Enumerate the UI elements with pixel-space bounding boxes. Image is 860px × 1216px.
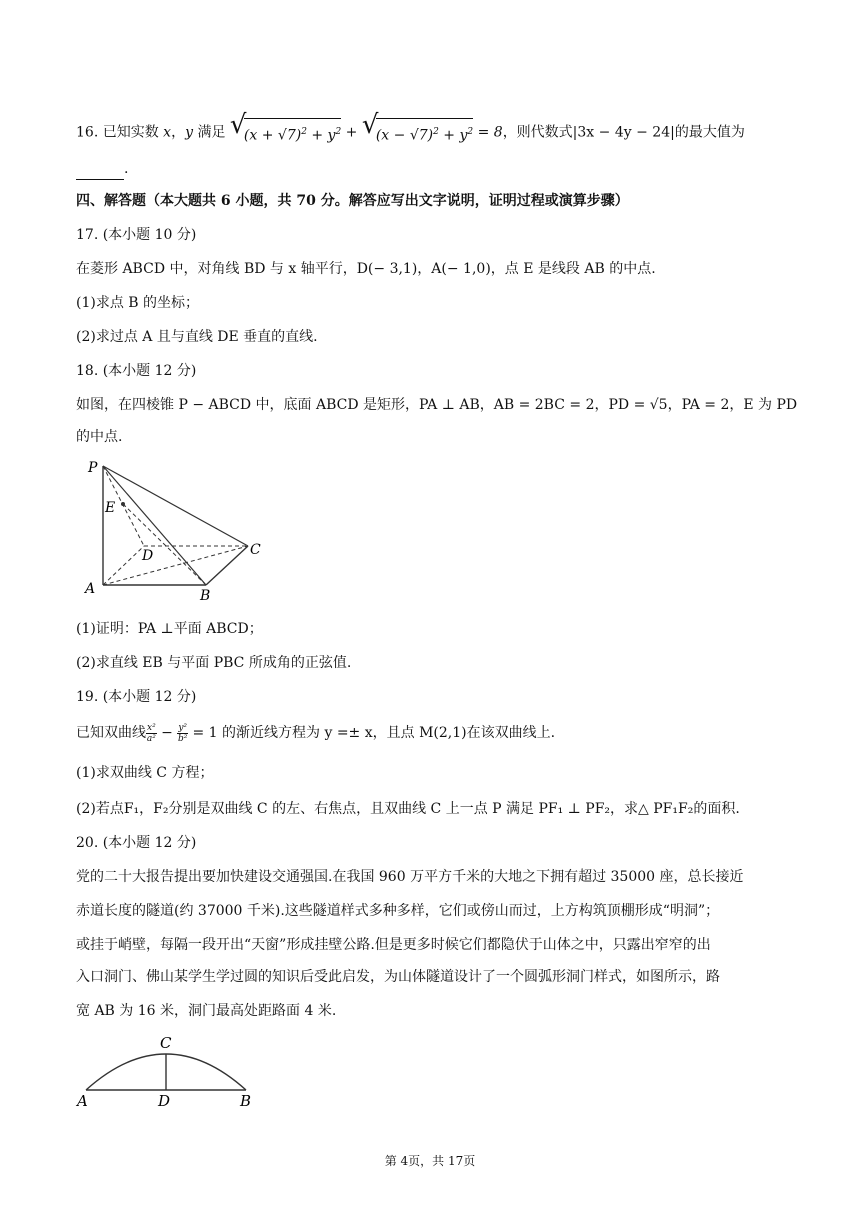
- section-heading: 四、解答题（本大题共 6 小题，共 70 分。解答应写出文字说明，证明过程或演算步骤）: [76, 193, 629, 209]
- q16-end: .: [124, 161, 129, 177]
- q19-part1: (1)求双曲线 C 方程；: [76, 765, 214, 781]
- q16-var-y: y: [185, 124, 193, 141]
- label-C: C: [160, 1034, 172, 1052]
- label-C: C: [250, 542, 261, 558]
- frac-x-num: x²: [147, 722, 156, 733]
- pyramid-figure: [78, 458, 278, 608]
- q16-comma: ，: [171, 124, 186, 141]
- label-A: A: [77, 1092, 88, 1110]
- q19-part2: (2)若点F₁，F₂分别是双曲线 C 的左、右焦点，且双曲线 C 上一点 P 满足 PF₁ ⊥ PF₂，求△ PF₁F₂的面积.: [76, 801, 740, 817]
- label-P: P: [88, 460, 98, 476]
- label-D: D: [158, 1092, 171, 1110]
- label-A: A: [85, 581, 96, 597]
- q16-radical-1: √ $(x + √7)^2 + y^2$: [230, 118, 341, 147]
- q16-satisfies: 满足: [193, 124, 226, 141]
- label-D: D: [142, 548, 154, 564]
- q20-text-line5: 宽 AB 为 16 米，洞门最高处距路面 4 米.: [76, 1003, 337, 1019]
- label-E: E: [105, 500, 116, 516]
- q19-heading: 19. (本小题 12 分): [76, 689, 197, 705]
- q17-stem: 在菱形 ABCD 中，对角线 BD 与 x 轴平行，D(− 3,1)，A(− 1,0)，点 E 是线段 AB 的中点.: [76, 261, 656, 277]
- q19-minus: −: [156, 725, 178, 741]
- q20-text-line4: 入口洞门、佛山某学生学过圆的知识后受此启发，为山体隧道设计了一个圆弧形洞门样式，如图所示，路: [76, 969, 720, 985]
- label-B: B: [240, 1092, 252, 1110]
- q19-frac-x: [146, 723, 157, 744]
- q19-stem-post: = 1 的渐近线方程为 y =± x，且点 M(2,1)在该双曲线上.: [188, 725, 556, 741]
- q20-text-line3: 或挂于峭壁，每隔一段开出“天窗”形成挂壁公路.但是更多时候它们都隐伏于山体之中，只露出窄窄的出: [76, 937, 711, 953]
- q16-suffix: ，则代数式|3x − 4y − 24|的最大值为: [502, 124, 745, 141]
- label-B: B: [200, 588, 211, 604]
- frac-y-num: y²: [178, 722, 188, 733]
- q16-eq-right: = 8: [473, 124, 503, 141]
- q16-radical-2: √ $(x - √7)^2 + y^2$: [362, 118, 473, 147]
- q20-heading: 20. (本小题 12 分): [76, 835, 197, 851]
- frac-x-den: a²: [146, 733, 156, 744]
- q16-prefix: 16. 已知实数: [76, 124, 164, 141]
- q18-part2: (2)求直线 EB 与平面 PBC 所成角的正弦值.: [76, 655, 352, 671]
- q19-frac-y: [177, 723, 188, 744]
- q16-var-x: x: [163, 124, 172, 141]
- q17-part2: (2)求过点 A 且与直线 DE 垂直的直线.: [76, 329, 318, 345]
- q18-stem-line2: 的中点.: [76, 429, 123, 445]
- q18-heading: 18. (本小题 12 分): [76, 363, 197, 379]
- q20-text-line2: 赤道长度的隧道(约 37000 千米).这些隧道样式多种多样，它们或傍山而过，上方构筑顶棚形成“明洞”；: [76, 903, 720, 919]
- q16-answer-line: [76, 158, 790, 180]
- q18-part1: (1)证明：PA ⊥平面 ABCD；: [76, 621, 263, 637]
- q16-line: 16. 已知实数 x，y 满足 √ $(x + √7)^2 + y^2$ + √ $(x - √7)^2 + y^2 = 8$，则代数式|3x − 4y − 24|的最大值为: [76, 118, 790, 147]
- q19-stem-pre: 已知双曲线: [76, 725, 146, 741]
- q19-stem: [76, 722, 790, 744]
- q20-text-line1: 党的二十大报告提出要加快建设交通强国.在我国 960 万平方千米的大地之下拥有超过 35000 座，总长接近: [76, 869, 744, 885]
- q18-stem-line1: 如图，在四棱锥 P − ABCD 中，底面 ABCD 是矩形，PA ⊥ AB，AB = 2BC = 2，PD = √5，PA = 2，E 为 PD: [76, 397, 798, 413]
- q16-answer-blank: [76, 165, 124, 180]
- q17-part1: (1)求点 B 的坐标；: [76, 295, 200, 311]
- q17-heading: 17. (本小题 10 分): [76, 227, 197, 243]
- page-footer: 第 4页，共 17页: [384, 1154, 476, 1168]
- frac-y-den: b²: [177, 733, 188, 744]
- tunnel-arc-figure: [74, 1030, 264, 1110]
